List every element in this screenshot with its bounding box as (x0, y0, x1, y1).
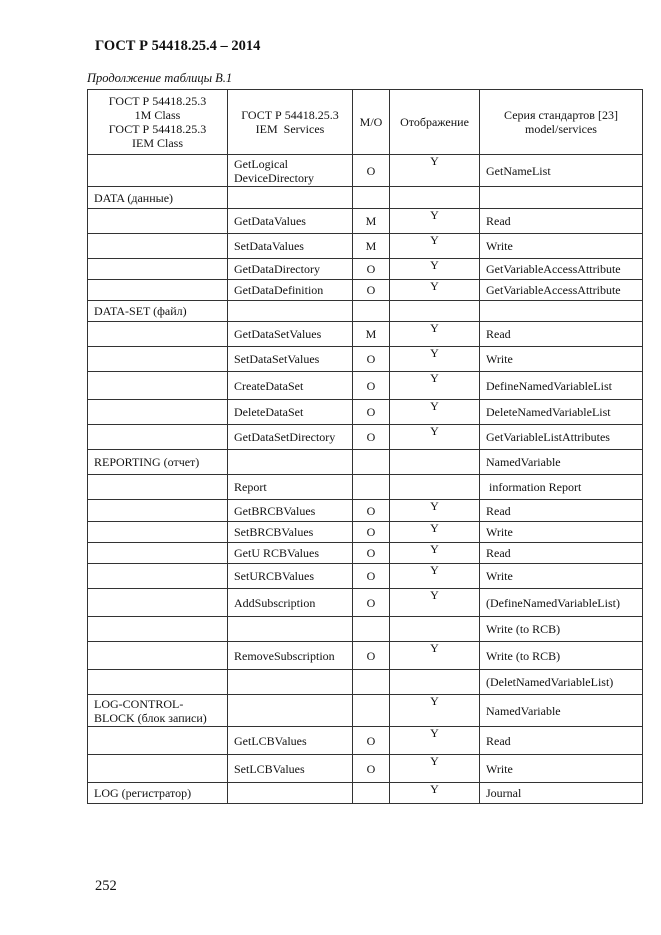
cell-mapping: Y (390, 727, 480, 755)
table-row (88, 783, 643, 804)
cell-standard-service: GetVariableAccessAttribute (480, 280, 643, 301)
cell-mo (353, 670, 390, 695)
cell-standard-service: Read (480, 209, 643, 234)
cell-iem-class (88, 475, 228, 500)
table-row (88, 642, 643, 670)
cell-mapping: Y (390, 372, 480, 400)
cell-iem-class (88, 642, 228, 670)
table-row (88, 209, 643, 234)
cell-iem-class (88, 425, 228, 450)
cell-mapping: Y (390, 543, 480, 564)
table-row (88, 475, 643, 500)
cell-mo: O (353, 400, 390, 425)
cell-iem-class (88, 347, 228, 372)
cell-mo: O (353, 280, 390, 301)
cell-mapping (390, 187, 480, 209)
cell-iem-class: LOG-CONTROL- BLOCK (блок записи) (88, 695, 228, 727)
cell-mo (353, 187, 390, 209)
column-header-mo: M/O (353, 90, 390, 155)
table-row (88, 234, 643, 259)
cell-mapping: Y (390, 280, 480, 301)
cell-iem-service: Report (228, 475, 353, 500)
cell-mapping (390, 670, 480, 695)
cell-iem-class (88, 522, 228, 543)
cell-iem-class (88, 727, 228, 755)
cell-mapping: Y (390, 783, 480, 804)
cell-iem-service (228, 670, 353, 695)
table-row (88, 450, 643, 475)
cell-standard-service: Write (480, 347, 643, 372)
cell-iem-class (88, 280, 228, 301)
cell-iem-service (228, 450, 353, 475)
cell-standard-service: DeleteNamedVariableList (480, 400, 643, 425)
cell-iem-service: GetDataDirectory (228, 259, 353, 280)
cell-iem-service (228, 783, 353, 804)
cell-iem-service: CreateDataSet (228, 372, 353, 400)
table-row (88, 187, 643, 209)
cell-mapping: Y (390, 234, 480, 259)
cell-standard-service: GetNameList (480, 155, 643, 187)
cell-mapping: Y (390, 425, 480, 450)
cell-mapping: Y (390, 755, 480, 783)
cell-mapping: Y (390, 155, 480, 187)
cell-standard-service: Write (480, 522, 643, 543)
table-row (88, 322, 643, 347)
table-row (88, 543, 643, 564)
cell-standard-service: Write (480, 564, 643, 589)
cell-mo: O (353, 347, 390, 372)
cell-iem-class (88, 234, 228, 259)
cell-iem-service: GetDataValues (228, 209, 353, 234)
cell-standard-service: Read (480, 500, 643, 522)
cell-standard-service (480, 187, 643, 209)
cell-mapping: Y (390, 347, 480, 372)
table-row (88, 564, 643, 589)
cell-mo: O (353, 642, 390, 670)
cell-iem-class (88, 543, 228, 564)
cell-mo: O (353, 522, 390, 543)
cell-iem-class (88, 755, 228, 783)
cell-standard-service: NamedVariable (480, 695, 643, 727)
cell-iem-service: SetLCBValues (228, 755, 353, 783)
cell-iem-class: DATA-SET (файл) (88, 301, 228, 322)
cell-iem-service: RemoveSubscription (228, 642, 353, 670)
cell-standard-service: NamedVariable (480, 450, 643, 475)
cell-mo (353, 475, 390, 500)
cell-iem-service: SetDataSetValues (228, 347, 353, 372)
table-row (88, 155, 643, 187)
table-header-row (88, 90, 643, 155)
cell-mo (353, 617, 390, 642)
cell-mo: M (353, 322, 390, 347)
cell-mapping (390, 475, 480, 500)
cell-mo: O (353, 425, 390, 450)
cell-standard-service: (DeletNamedVariableList) (480, 670, 643, 695)
cell-iem-service (228, 187, 353, 209)
cell-standard-service: information Report (480, 475, 643, 500)
cell-mo: O (353, 543, 390, 564)
table-row (88, 589, 643, 617)
cell-iem-class: LOG (регистратор) (88, 783, 228, 804)
cell-iem-service: DeleteDataSet (228, 400, 353, 425)
cell-iem-class (88, 209, 228, 234)
cell-mapping: Y (390, 400, 480, 425)
cell-mo: O (353, 564, 390, 589)
cell-standard-service: Journal (480, 783, 643, 804)
cell-iem-service: GetDataDefinition (228, 280, 353, 301)
table-row (88, 280, 643, 301)
cell-mapping (390, 301, 480, 322)
column-header-iem-class: ГОСТ Р 54418.25.3 1M Class ГОСТ Р 54418.25.3 IEM Class (88, 90, 228, 155)
cell-mo (353, 450, 390, 475)
table-row (88, 727, 643, 755)
cell-iem-class (88, 372, 228, 400)
column-header-iem-services: ГОСТ Р 54418.25.3 IEM Services (228, 90, 353, 155)
cell-mapping: Y (390, 695, 480, 727)
table-row (88, 755, 643, 783)
cell-iem-service: GetLCBValues (228, 727, 353, 755)
cell-mo (353, 695, 390, 727)
cell-iem-class: DATA (данные) (88, 187, 228, 209)
table-row (88, 695, 643, 727)
cell-iem-service: AddSubscription (228, 589, 353, 617)
cell-iem-service: SetBRCBValues (228, 522, 353, 543)
cell-standard-service: Write (to RCB) (480, 642, 643, 670)
cell-mo (353, 783, 390, 804)
cell-mapping: Y (390, 564, 480, 589)
table-row (88, 617, 643, 642)
table-row (88, 500, 643, 522)
cell-iem-service (228, 695, 353, 727)
cell-iem-service: GetBRCBValues (228, 500, 353, 522)
cell-standard-service: Read (480, 727, 643, 755)
table-caption: Продолжение таблицы В.1 (87, 71, 233, 85)
cell-mapping: Y (390, 589, 480, 617)
cell-iem-service: SetDataValues (228, 234, 353, 259)
document-header: ГОСТ Р 54418.25.4 – 2014 (95, 38, 261, 54)
cell-iem-class (88, 589, 228, 617)
cell-iem-class (88, 564, 228, 589)
cell-mo: O (353, 155, 390, 187)
column-header-mapping: Отображение (390, 90, 480, 155)
table-row (88, 372, 643, 400)
cell-mapping: Y (390, 500, 480, 522)
cell-standard-service: DefineNamedVariableList (480, 372, 643, 400)
cell-iem-service: GetDataSetDirectory (228, 425, 353, 450)
cell-mo (353, 301, 390, 322)
table-row (88, 670, 643, 695)
cell-standard-service: Write (480, 234, 643, 259)
table-row (88, 522, 643, 543)
cell-mapping (390, 450, 480, 475)
cell-standard-service: Write (480, 755, 643, 783)
table-row (88, 400, 643, 425)
cell-iem-class (88, 617, 228, 642)
cell-iem-class (88, 500, 228, 522)
cell-mapping: Y (390, 259, 480, 280)
table-row (88, 301, 643, 322)
cell-mapping: Y (390, 522, 480, 543)
cell-mo: M (353, 234, 390, 259)
cell-iem-service: GetDataSetValues (228, 322, 353, 347)
cell-iem-class (88, 400, 228, 425)
cell-iem-class (88, 670, 228, 695)
cell-iem-service: GetU RCBValues (228, 543, 353, 564)
mapping-table (87, 89, 643, 804)
cell-mo: O (353, 589, 390, 617)
cell-iem-class (88, 155, 228, 187)
cell-standard-service (480, 301, 643, 322)
cell-mapping: Y (390, 642, 480, 670)
cell-mo: O (353, 372, 390, 400)
cell-iem-class (88, 322, 228, 347)
column-header-standards: Серия стандартов [23] model/services (480, 90, 643, 155)
cell-mo: O (353, 259, 390, 280)
cell-iem-service: SetURCBValues (228, 564, 353, 589)
cell-standard-service: (DefineNamedVariableList) (480, 589, 643, 617)
table-row (88, 425, 643, 450)
cell-mapping: Y (390, 322, 480, 347)
table-row (88, 259, 643, 280)
cell-iem-service (228, 301, 353, 322)
cell-iem-class (88, 259, 228, 280)
cell-mapping: Y (390, 209, 480, 234)
cell-mapping (390, 617, 480, 642)
cell-standard-service: Read (480, 543, 643, 564)
cell-standard-service: Write (to RCB) (480, 617, 643, 642)
cell-standard-service: Read (480, 322, 643, 347)
cell-iem-service (228, 617, 353, 642)
cell-standard-service: GetVariableAccessAttribute (480, 259, 643, 280)
page-number: 252 (95, 878, 117, 894)
cell-iem-service: GetLogical DeviceDirectory (228, 155, 353, 187)
cell-iem-class: REPORTING (отчет) (88, 450, 228, 475)
cell-mo: M (353, 209, 390, 234)
cell-mo: O (353, 727, 390, 755)
cell-mo: O (353, 500, 390, 522)
cell-standard-service: GetVariableListAttributes (480, 425, 643, 450)
table-row (88, 347, 643, 372)
cell-mo: O (353, 755, 390, 783)
